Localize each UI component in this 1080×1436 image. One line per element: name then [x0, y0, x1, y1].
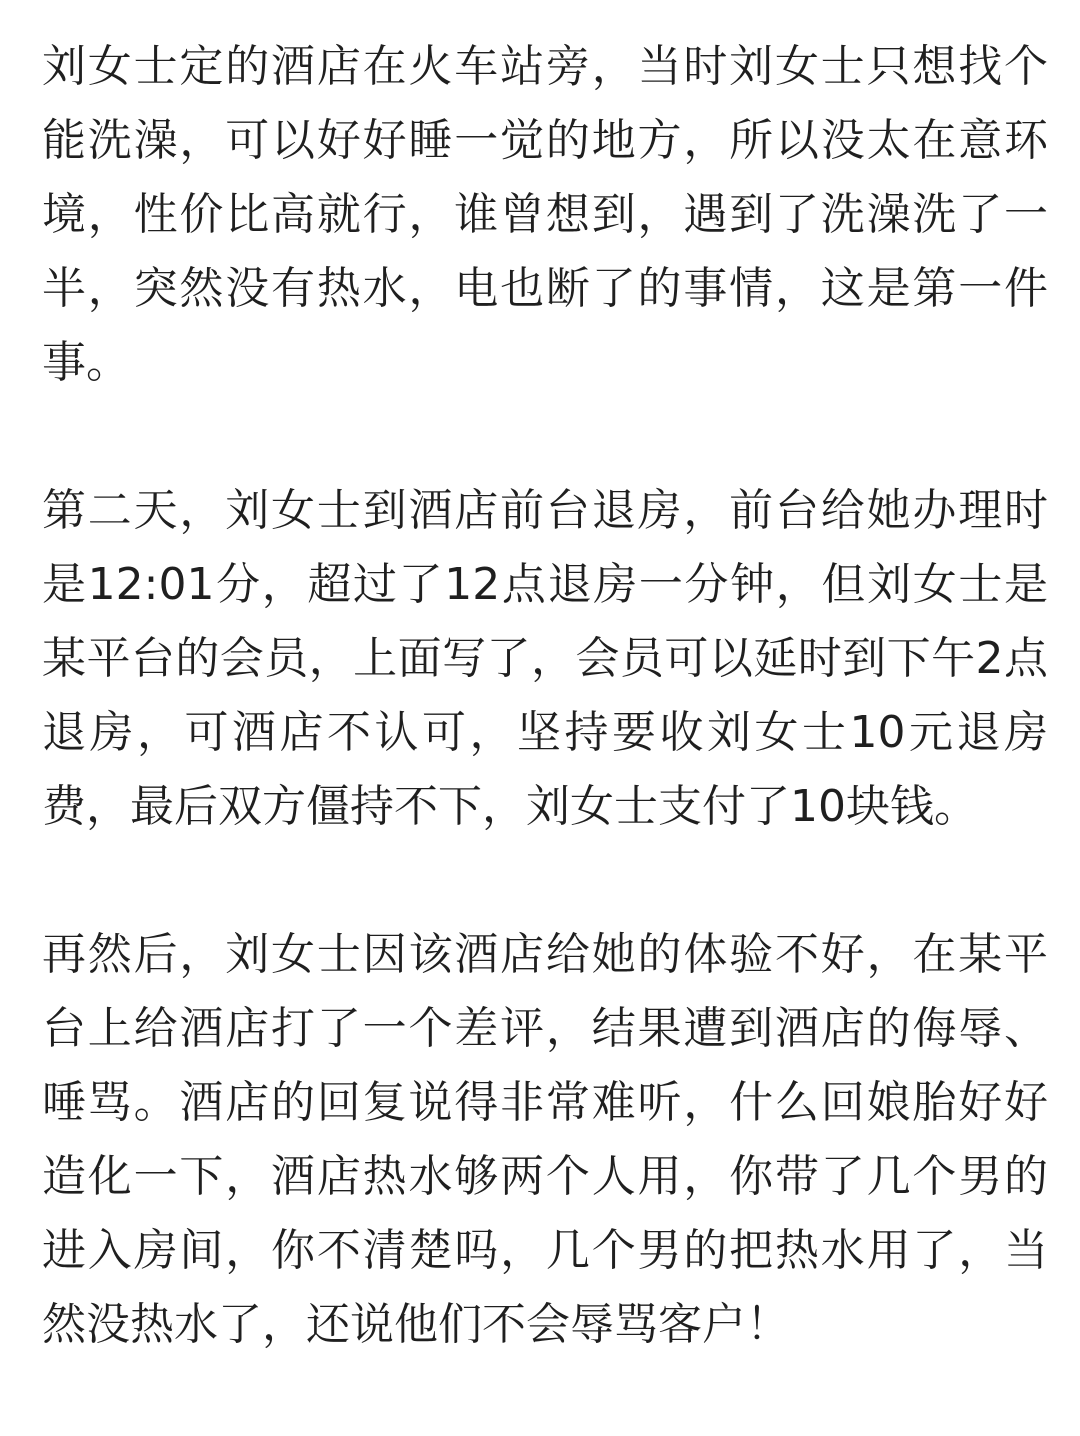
article-body — [42, 30, 1048, 1436]
paragraph-checkout-fee: 第二天，刘女士到酒店前台退房，前台给她办理时是12:01分，超过了12点退房一分钟，但刘女士是某平台的会员，上面写了，会员可以延时到下午2点退房，可酒店不认可，坚持要收刘女士10元退房费，最后双方僵持不下，刘女士支付了10块钱。 — [42, 485, 1048, 832]
paragraph-first-incident: 刘女士定的酒店在火车站旁，当时刘女士只想找个能洗澡，可以好好睡一觉的地方，所以没太在意环境，性价比高就行，谁曾想到，遇到了洗澡洗了一半，突然没有热水，电也断了的事情，这是第一件事。 — [42, 41, 1048, 388]
paragraph-negative-review: 再然后，刘女士因该酒店给她的体验不好，在某平台上给酒店打了一个差评，结果遭到酒店的侮辱、唾骂。酒店的回复说得非常难听，什么回娘胎好好造化一下，酒店热水够两个人用，你带了几个男的进入房间，你不清楚吗，几个男的把热水用了，当然没热水了，还说他们不会辱骂客户！ — [42, 929, 1048, 1350]
